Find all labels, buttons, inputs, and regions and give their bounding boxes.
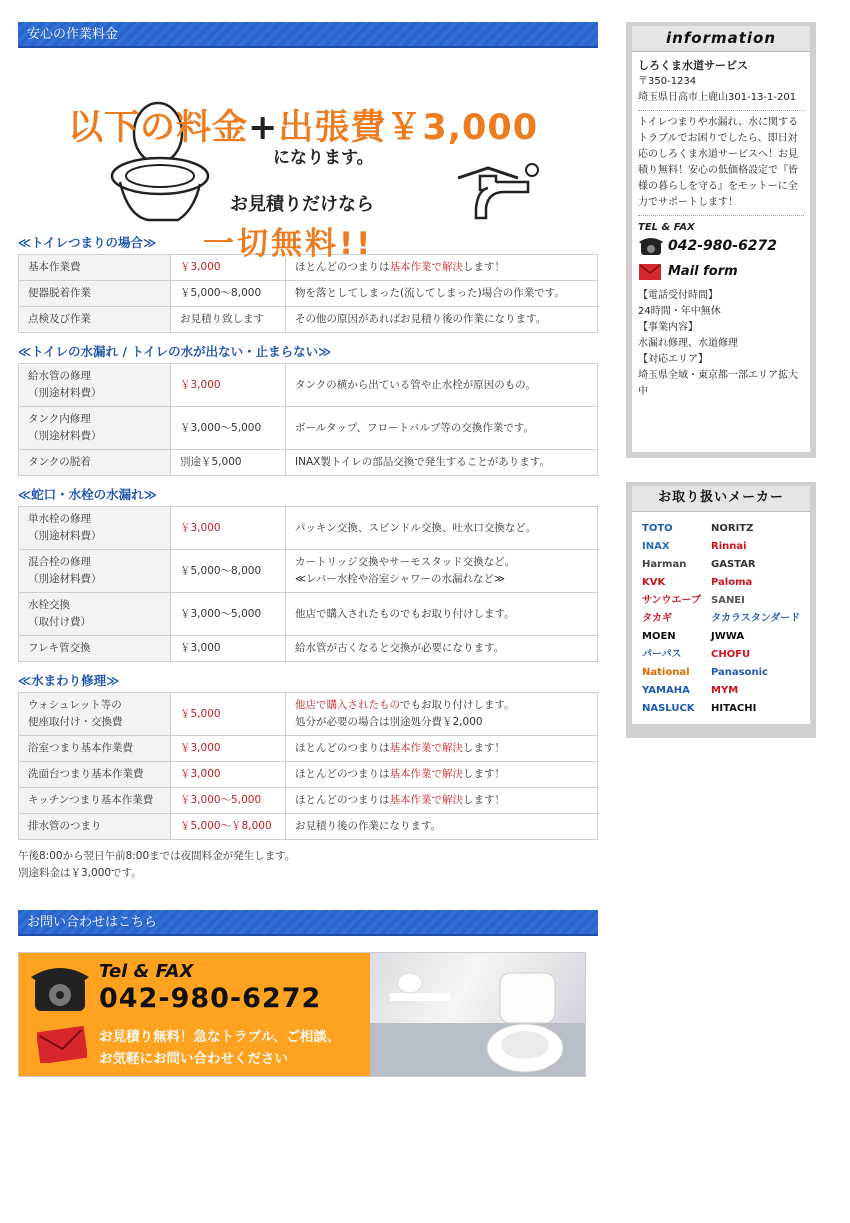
service-description	[286, 693, 598, 736]
sidebar-tel-number[interactable]: 042-980-6272	[668, 238, 778, 254]
note-line: 別途料金は￥3,000です。	[18, 867, 142, 879]
service-price: ￥3,000	[171, 636, 286, 662]
mail-icon	[37, 1025, 87, 1063]
price-group-heading: ≪トイレの水漏れ / トイレの水が出ない・止まらない≫	[18, 344, 332, 359]
hero-headline: 以下の料金+出張費￥3,000	[68, 108, 539, 148]
service-price: ￥5,000～8,000	[171, 550, 286, 593]
business-detail-line: 【対応エリア】	[638, 354, 708, 365]
service-description: ほとんどのつまりは基本作業で解決します！	[286, 736, 598, 762]
maker-logo: GASTAR	[711, 559, 756, 570]
business-detail-line: 【事業内容】	[638, 322, 698, 333]
service-price: ￥3,000	[171, 364, 286, 407]
service-description	[286, 550, 598, 593]
maker-logo: National	[642, 667, 690, 678]
cta-message-line: お気軽にお問い合わせください	[99, 1051, 288, 1067]
contact-section-title: お問い合わせはこちら	[18, 910, 598, 936]
hero-subline: になります。	[273, 148, 374, 168]
maker-logo: サンウエーブ	[642, 595, 701, 606]
service-item-name: 浴室つまり基本作業費	[28, 742, 133, 754]
maker-logo: YAMAHA	[642, 685, 690, 696]
service-price: ￥3,000	[171, 255, 286, 281]
service-description: ほとんどのつまりは基本作業で解決します！	[286, 788, 598, 814]
maker-logo: CHOFU	[711, 649, 751, 660]
service-item-cell	[19, 636, 171, 662]
service-item-cell	[19, 550, 171, 593]
information-panel	[626, 22, 816, 458]
divider	[638, 110, 804, 111]
service-item-cell	[19, 364, 171, 407]
highlight-text: 基本作業で解決	[389, 261, 463, 273]
price-row	[19, 550, 598, 593]
maker-logo: KVK	[642, 577, 666, 588]
service-item-cell	[19, 507, 171, 550]
service-item-cell	[19, 281, 171, 307]
makers-body	[632, 512, 810, 724]
service-description-line: ≪レバー水栓や浴室シャワーの水漏れなど≫	[295, 573, 506, 585]
hero-estimate-text: お見積りだけなら	[230, 194, 374, 215]
price-table	[18, 692, 598, 840]
price-table	[18, 254, 598, 333]
service-item-cell	[19, 593, 171, 636]
price-row	[19, 593, 598, 636]
service-item-cell	[19, 450, 171, 476]
maker-logo: MYM	[711, 685, 739, 696]
service-price: ￥3,000	[171, 762, 286, 788]
service-price: 別途￥5,000	[171, 450, 286, 476]
service-description-line: 他店で購入されたものでもお取り付けします。	[295, 699, 515, 711]
service-item-note: （取付け費）	[28, 616, 91, 628]
service-item-cell	[19, 255, 171, 281]
service-item-name: 給水管の修理	[28, 370, 91, 382]
service-item-cell	[19, 814, 171, 840]
maker-logo: Harman	[642, 559, 687, 570]
service-item-cell	[19, 762, 171, 788]
service-item-name: 混合栓の修理	[28, 556, 91, 568]
maker-logo: NASLUCK	[642, 703, 695, 714]
tel-fax-heading: TEL & FAX	[638, 222, 695, 233]
main-column	[18, 22, 598, 1077]
faucet-illustration	[448, 158, 548, 238]
service-item-name: 洗面台つまり基本作業費	[28, 768, 144, 780]
service-item-name: キッチンつまり基本作業費	[28, 794, 154, 806]
maker-logo: Paloma	[711, 577, 753, 588]
telephone-icon	[29, 963, 91, 1015]
service-item-note: （別途材料費）	[28, 387, 102, 399]
service-description: 物を落としてしまった(流してしまった)場合の作業です。	[286, 281, 598, 307]
maker-logo: HITACHI	[711, 703, 757, 714]
service-description: パッキン交換、スピンドル交換、吐水口交換など。	[286, 507, 598, 550]
information-title: information	[632, 26, 810, 52]
service-item-name: ウォシュレット等の	[28, 699, 122, 711]
cta-message-line: お見積り無料！急なトラブル、ご相談、	[99, 1029, 341, 1045]
toilet-photo-image	[370, 953, 585, 1077]
service-description: ほとんどのつまりは基本作業で解決します！	[286, 255, 598, 281]
service-item-note: （別途材料費）	[28, 573, 102, 585]
service-item-name: 排水管のつまり	[28, 820, 102, 832]
cta-tel-label: Tel & FAX	[99, 961, 194, 982]
business-detail-line: 埼玉県全域・東京都一部エリア拡大中	[638, 370, 798, 397]
maker-logo: タカラスタンダード	[711, 613, 801, 624]
hero-free-text: 一切無料!!	[203, 226, 374, 262]
price-row	[19, 814, 598, 840]
maker-logo: INAX	[642, 541, 670, 552]
company-name: しろくま水道サービス	[638, 59, 748, 72]
maker-logo: Panasonic	[711, 667, 768, 678]
maker-logo: Rinnai	[711, 541, 747, 552]
maker-logo: NORITZ	[711, 523, 754, 534]
price-row	[19, 407, 598, 450]
price-row	[19, 693, 598, 736]
service-price: ￥3,000～5,000	[171, 593, 286, 636]
service-description: タンクの横から出ている管や止水栓が原因のもの。	[286, 364, 598, 407]
service-item-note: （別途材料費）	[28, 530, 102, 542]
business-details	[638, 288, 804, 400]
service-description: 給水管が古くなると交換が必要になります。	[286, 636, 598, 662]
maker-logo: TOTO	[642, 523, 673, 534]
business-detail-line: 【電話受付時間】	[638, 290, 718, 301]
note-line: 午後8:00から翌日午前8:00までは夜間料金が発生します。	[18, 850, 296, 862]
business-detail-line: 水漏れ修理、水道修理	[638, 338, 738, 349]
service-item-name: 点検及び作業	[28, 313, 91, 325]
service-description-line: 処分が必要の場合は別途処分費￥2,000	[295, 716, 483, 728]
makers-title: お取り扱いメーカー	[632, 486, 810, 512]
service-item-cell	[19, 693, 171, 736]
price-table	[18, 363, 598, 476]
service-item-cell	[19, 736, 171, 762]
service-price: お見積り致します	[171, 307, 286, 333]
bathroom-photo	[370, 953, 585, 1077]
price-table	[18, 506, 598, 662]
company-address: 埼玉県日高市上鹿山301-13-1-201	[638, 92, 797, 103]
mail-icon	[638, 262, 662, 282]
sidebar-tel[interactable]	[638, 236, 804, 256]
company-description: トイレつまりや水漏れ、水に関するトラブルでお困りでしたら、即日対応のしろくま水道サービスへ！お見積り無料！安心の低価格設定で『皆様の暮らしを守る』をモットーに全力でサポートします！	[638, 117, 799, 208]
price-row	[19, 736, 598, 762]
price-row	[19, 281, 598, 307]
price-group-heading: ≪トイレつまりの場合≫	[18, 235, 157, 250]
maker-logo: タカギ	[642, 613, 672, 624]
divider	[638, 215, 804, 216]
service-description: ボールタップ、フロートバルブ等の交換作業です。	[286, 407, 598, 450]
service-item-cell	[19, 307, 171, 333]
service-description: 他店で購入されたものでもお取り付けします。	[286, 593, 598, 636]
service-item-name: フレキ管交換	[28, 642, 91, 654]
price-row	[19, 450, 598, 476]
highlight-text: 他店で購入されたもの	[295, 699, 400, 711]
service-price: ￥3,000	[171, 736, 286, 762]
makers-panel	[626, 482, 816, 738]
price-groups	[18, 232, 598, 840]
price-row	[19, 364, 598, 407]
business-detail-line: 24時間・年中無休	[638, 306, 721, 317]
service-item-name: タンクの脱着	[28, 456, 91, 468]
service-price: ￥5,000～￥8,000	[171, 814, 286, 840]
service-item-name: 水栓交換	[28, 599, 70, 611]
service-item-name: 便器脱着作業	[28, 287, 91, 299]
service-price: ￥3,000～5,000	[171, 407, 286, 450]
night-fee-note	[18, 848, 598, 882]
service-price: ￥5,000～8,000	[171, 281, 286, 307]
service-description: お見積り後の作業になります。	[286, 814, 598, 840]
service-description: その他の原因があればお見積り後の作業になります。	[286, 307, 598, 333]
telephone-icon	[638, 236, 664, 256]
price-row	[19, 762, 598, 788]
maker-logo: MOEN	[642, 631, 676, 642]
price-row	[19, 507, 598, 550]
service-description: INAX製トイレの部品交換で発生することがあります。	[286, 450, 598, 476]
service-item-name: 基本作業費	[28, 261, 81, 273]
cta-tel-number[interactable]: 042-980-6272	[99, 983, 322, 1014]
postal-code: 〒350-1234	[638, 76, 697, 87]
price-group-heading: ≪蛇口・水栓の水漏れ≫	[18, 487, 157, 502]
service-price: ￥3,000～5,000	[171, 788, 286, 814]
maker-logo: SANEI	[711, 595, 745, 606]
maker-logo-grid	[642, 520, 800, 717]
maker-logo: パーパス	[642, 649, 682, 660]
service-item-cell	[19, 407, 171, 450]
service-item-name: 単水栓の修理	[28, 513, 91, 525]
highlight-text: 基本作業で解決	[389, 768, 463, 780]
price-row	[19, 307, 598, 333]
mail-form-label[interactable]: Mail form	[668, 264, 738, 279]
price-row	[19, 788, 598, 814]
service-price: ￥3,000	[171, 507, 286, 550]
service-description-line: カートリッジ交換やサーモスタッド交換など。	[295, 556, 516, 568]
contact-banner[interactable]	[18, 952, 586, 1077]
maker-logo: JWWA	[711, 631, 745, 642]
service-price: ￥5,000	[171, 693, 286, 736]
highlight-text: 基本作業で解決	[389, 794, 463, 806]
service-description: ほとんどのつまりは基本作業で解決します！	[286, 762, 598, 788]
service-item-name: タンク内修理	[28, 413, 91, 425]
service-item-note: 便座取付け・交換費	[28, 716, 123, 728]
mail-form-link[interactable]	[638, 262, 804, 282]
highlight-text: 基本作業で解決	[389, 742, 463, 754]
price-group-heading: ≪水まわり修理≫	[18, 673, 120, 688]
service-item-cell	[19, 788, 171, 814]
price-row	[19, 636, 598, 662]
service-item-note: （別途材料費）	[28, 430, 102, 442]
information-body	[632, 52, 810, 452]
price-section-title: 安心の作業料金	[18, 22, 598, 48]
